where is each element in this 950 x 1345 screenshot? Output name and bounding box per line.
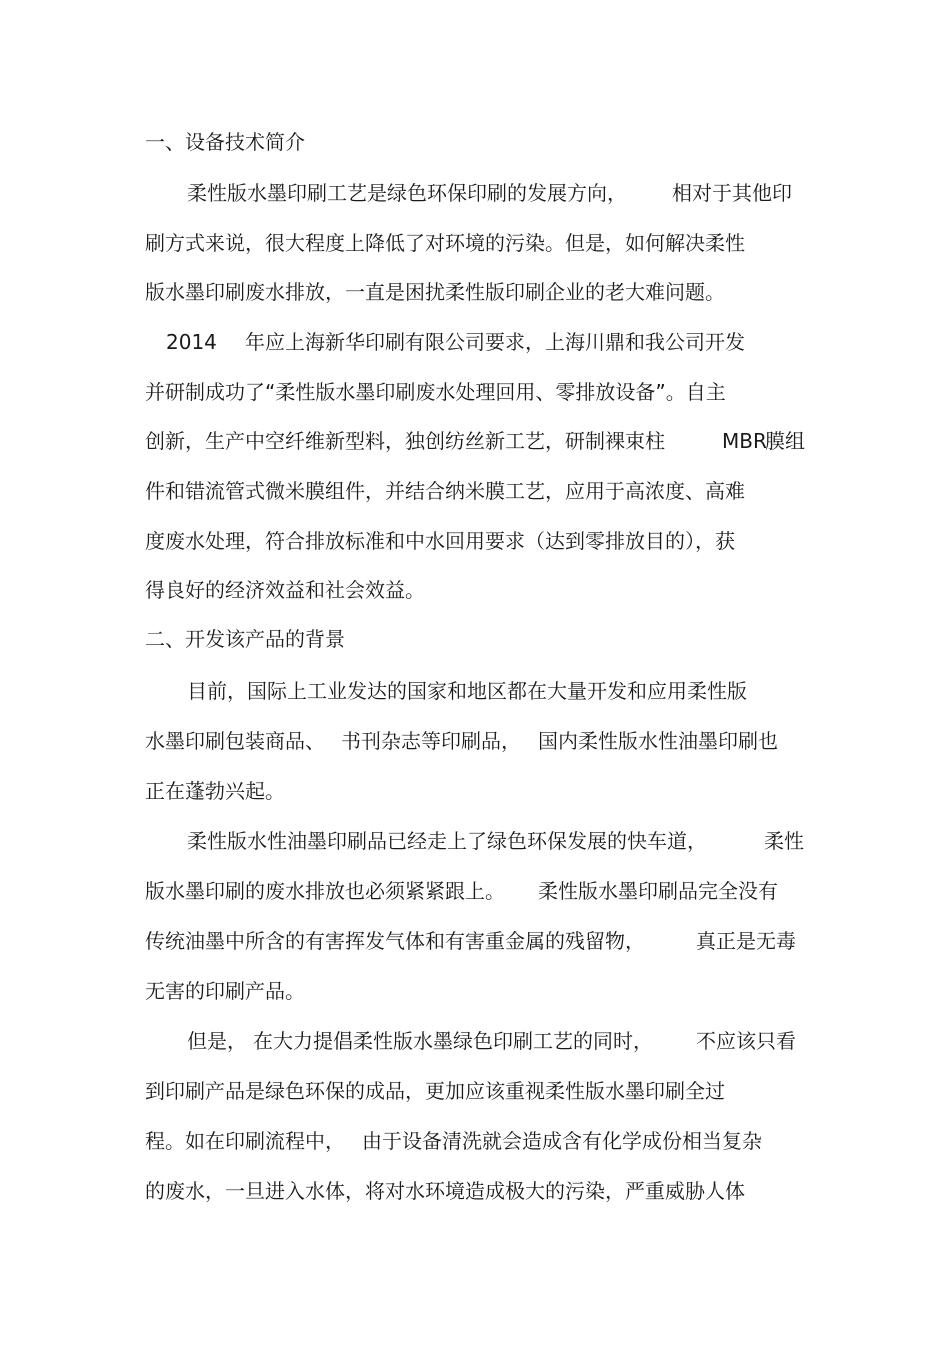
paragraph-line: [0, 228, 950, 258]
paragraph-line: [0, 1076, 950, 1106]
text-segment: 书刊杂志等印刷品，: [341, 729, 521, 753]
paragraph-line: [0, 926, 950, 956]
text-segment: 程。如在印刷流程中，: [145, 1129, 345, 1153]
text-segment: 创新，生产中空纤维新型料，独创纺丝新工艺，研制裸束柱: [145, 429, 665, 453]
paragraph-line: [0, 476, 950, 506]
text-segment: 真正是无毒: [696, 929, 796, 953]
text-segment: 得良好的经济效益和社会效益。: [145, 578, 425, 602]
paragraph-line: [0, 526, 950, 556]
text-segment: 柔性: [764, 829, 804, 853]
text-segment: 柔性版水墨印刷工艺是绿色环保印刷的发展方向，: [187, 181, 627, 205]
paragraph-line: [0, 776, 950, 806]
paragraph-line: [0, 726, 950, 756]
text-segment: 版水墨印刷废水排放，一直是困扰柔性版印刷企业的老大难问题。: [145, 280, 725, 304]
text-segment: 相对于其他印: [672, 181, 792, 205]
text-segment: 刷方式来说，很大程度上降低了对环境的污染。但是，如何解决柔性: [145, 231, 745, 255]
text-segment: 柔性版水墨印刷品完全没有: [538, 879, 778, 903]
paragraph-line: [0, 575, 950, 605]
text-segment: 传统油墨中所含的有害挥发气体和有害重金属的残留物，: [145, 929, 645, 953]
paragraph-line: [0, 377, 950, 407]
paragraph-line: [0, 976, 950, 1006]
text-segment: 到印刷产品是绿色环保的成品，更加应该重视柔性版水墨印刷全过: [145, 1079, 725, 1103]
paragraph-line: [0, 1126, 950, 1156]
paragraph-line: [0, 327, 950, 357]
text-segment: 柔性版水性油墨印刷品已经走上了绿色环保发展的快车道，: [187, 829, 707, 853]
text-segment: 但是，: [187, 1029, 247, 1053]
text-segment: 二、开发该产品的背景: [145, 627, 345, 651]
paragraph-line: [0, 277, 950, 307]
text-segment: 度废水处理，符合排放标准和中水回用要求（达到零排放目的），获: [145, 529, 735, 553]
text-segment: 国内柔性版水性油墨印刷也: [538, 729, 778, 753]
text-segment: 件和错流管式微米膜组件，并结合纳米膜工艺，应用于高浓度、高难: [145, 479, 745, 503]
text-segment: 无害的印刷产品。: [145, 979, 305, 1003]
text-segment: 膜组: [765, 429, 805, 453]
paragraph-line: [0, 178, 950, 208]
paragraph-line: [0, 676, 950, 706]
section-heading-1: [0, 127, 950, 157]
text-segment: 的废水，一旦进入水体，将对水环境造成极大的污染，严重威胁人体: [145, 1179, 745, 1203]
text-segment: 不应该只看: [696, 1029, 796, 1053]
paragraph-line: [0, 1026, 950, 1056]
text-segment: 目前，国际上工业发达的国家和地区都在大量开发和应用柔性版: [187, 679, 747, 703]
text-segment: 由于设备清洗就会造成含有化学成份相当复杂: [362, 1129, 762, 1153]
paragraph-line: [0, 1176, 950, 1206]
year-text: 2014: [166, 330, 217, 354]
text-segment: 一、设备技术简介: [145, 130, 305, 154]
text-segment: 在大力提倡柔性版水墨绿色印刷工艺的同时，: [253, 1029, 653, 1053]
text-segment: 并研制成功了“柔性版水墨印刷废水处理回用、零排放设备”。自主: [145, 380, 726, 404]
text-segment: 正在蓬勃兴起。: [145, 779, 285, 803]
text-segment: 版水墨印刷的废水排放也必须紧紧跟上。: [145, 879, 505, 903]
paragraph-line: [0, 876, 950, 906]
text-segment: 年应上海新华印刷有限公司要求，上海川鼎和我公司开发: [245, 330, 745, 354]
paragraph-line: [0, 426, 950, 456]
text-segment: 水墨印刷包装商品、: [145, 729, 325, 753]
section-heading-2: [0, 624, 950, 654]
mbr-text: MBR: [722, 429, 767, 453]
paragraph-line: [0, 826, 950, 856]
